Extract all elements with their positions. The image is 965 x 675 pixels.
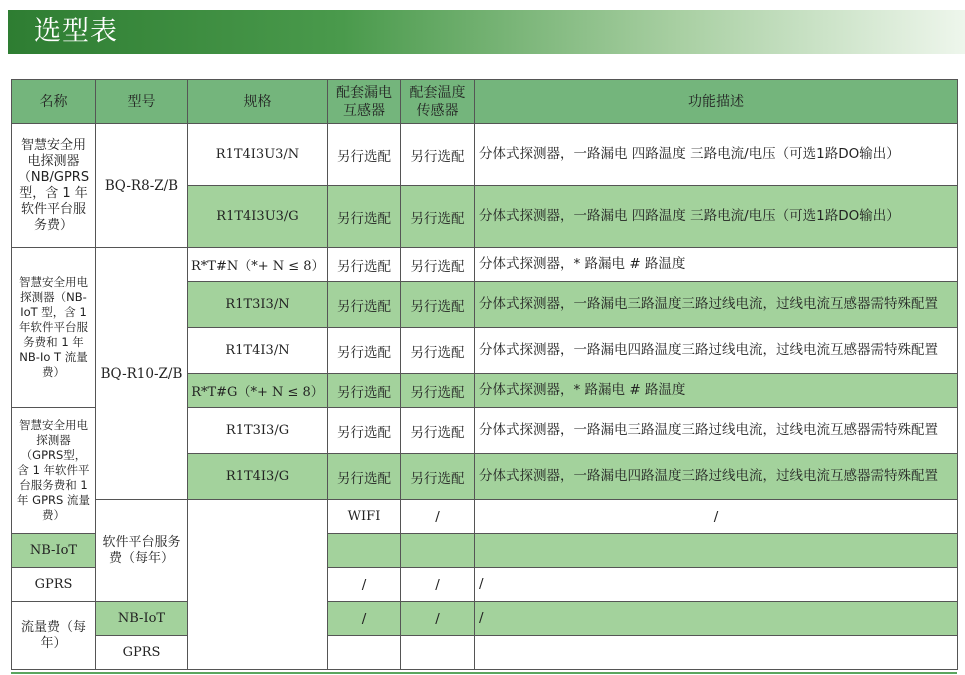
table-header-row: [12, 80, 958, 124]
spec-cell: NB-IoT: [96, 602, 188, 636]
leakage-cell: [328, 534, 401, 568]
temp-cell: 另行选配: [401, 248, 475, 282]
temp-cell: [401, 534, 475, 568]
spec-cell: WIFI: [328, 500, 401, 534]
col-header-temp-sensor: 配套温度 传感器: [401, 80, 475, 124]
group-name-cell: 软件平台服务费（每年）: [96, 500, 188, 602]
desc-cell: 分体式探测器，一路漏电四路温度三路过线电流，过线电流互感器需特殊配置: [475, 454, 958, 500]
spec-cell: R1T3I3/N: [188, 282, 328, 328]
leakage-cell: 另行选配: [328, 408, 401, 454]
leakage-cell: 另行选配: [328, 124, 401, 186]
col-header-leakage-transformer: 配套漏电 互感器: [328, 80, 401, 124]
spec-cell: R1T4I3U3/G: [188, 186, 328, 248]
table-row: [12, 124, 958, 186]
spec-cell: GPRS: [96, 636, 188, 670]
table-row: [12, 602, 958, 636]
leakage-cell: 另行选配: [328, 248, 401, 282]
group-name-cell: 智慧安全用电探测器（NB/GPRS型，含 1 年软件平台服务费）: [12, 124, 96, 248]
table-row: [12, 248, 958, 282]
temp-cell: /: [475, 500, 958, 534]
temp-cell: 另行选配: [401, 408, 475, 454]
desc-cell: 分体式探测器，一路漏电三路温度三路过线电流，过线电流互感器需特殊配置: [475, 408, 958, 454]
col-header-spec: 规格: [188, 80, 328, 124]
temp-cell: 另行选配: [401, 124, 475, 186]
spec-cell: R*T#N（*+ N ≤ 8）: [188, 248, 328, 282]
temp-cell: /: [401, 568, 475, 602]
leakage-cell: 另行选配: [328, 282, 401, 328]
leakage-cell: /: [328, 568, 401, 602]
desc-cell: [475, 636, 958, 670]
temp-cell: /: [401, 602, 475, 636]
table-row: [12, 500, 958, 534]
spec-cell: GPRS: [12, 568, 96, 602]
desc-cell: 分体式探测器，* 路漏电 # 路温度: [475, 374, 958, 408]
desc-cell: 分体式探测器，一路漏电 四路温度 三路电流/电压（可选1路DO输出）: [475, 186, 958, 248]
temp-cell: 另行选配: [401, 374, 475, 408]
leakage-cell: 另行选配: [328, 328, 401, 374]
bottom-rule: [11, 672, 957, 674]
desc-cell: [475, 534, 958, 568]
col-header-name: 名称: [12, 80, 96, 124]
leakage-cell: 另行选配: [328, 374, 401, 408]
spec-cell: R1T4I3U3/N: [188, 124, 328, 186]
desc-cell: /: [475, 602, 958, 636]
page-title: 选型表: [34, 16, 118, 47]
temp-cell: [401, 636, 475, 670]
desc-cell: 分体式探测器，一路漏电 四路温度 三路电流/电压（可选1路DO输出）: [475, 124, 958, 186]
model-cell: BQ-R10-Z/B: [96, 248, 188, 500]
spec-cell: NB-IoT: [12, 534, 96, 568]
model-cell-empty: [188, 500, 328, 670]
leakage-cell: 另行选配: [328, 186, 401, 248]
selection-table: [11, 79, 958, 670]
group-name-cell: 流量费（每年）: [12, 602, 96, 670]
temp-cell: 另行选配: [401, 454, 475, 500]
desc-cell: /: [475, 568, 958, 602]
desc-cell: 分体式探测器，一路漏电四路温度三路过线电流，过线电流互感器需特殊配置: [475, 328, 958, 374]
section-header-bar: [8, 10, 965, 54]
spec-cell: R1T4I3/G: [188, 454, 328, 500]
col-header-model: 型号: [96, 80, 188, 124]
desc-cell: 分体式探测器，一路漏电三路温度三路过线电流，过线电流互感器需特殊配置: [475, 282, 958, 328]
temp-cell: 另行选配: [401, 328, 475, 374]
table-row: [12, 636, 958, 670]
col-header-function: 功能描述: [475, 80, 958, 124]
spec-cell: R1T3I3/G: [188, 408, 328, 454]
model-cell: BQ-R8-Z/B: [96, 124, 188, 248]
spec-cell: R*T#G（*+ N ≤ 8）: [188, 374, 328, 408]
desc-cell: 分体式探测器，* 路漏电 # 路温度: [475, 248, 958, 282]
group-name-cell: 智慧安全用电探测器（GPRS型，含 1 年软件平台服务费和 1 年 GPRS 流量费）: [12, 408, 96, 534]
group-name-cell: 智慧安全用电探测器（NB-IoT 型，含 1 年软件平台服务费和 1 年 NB-Io T 流量费）: [12, 248, 96, 408]
leakage-cell: /: [401, 500, 475, 534]
leakage-cell: 另行选配: [328, 454, 401, 500]
spec-cell: R1T4I3/N: [188, 328, 328, 374]
temp-cell: 另行选配: [401, 282, 475, 328]
temp-cell: 另行选配: [401, 186, 475, 248]
leakage-cell: [328, 636, 401, 670]
leakage-cell: /: [328, 602, 401, 636]
